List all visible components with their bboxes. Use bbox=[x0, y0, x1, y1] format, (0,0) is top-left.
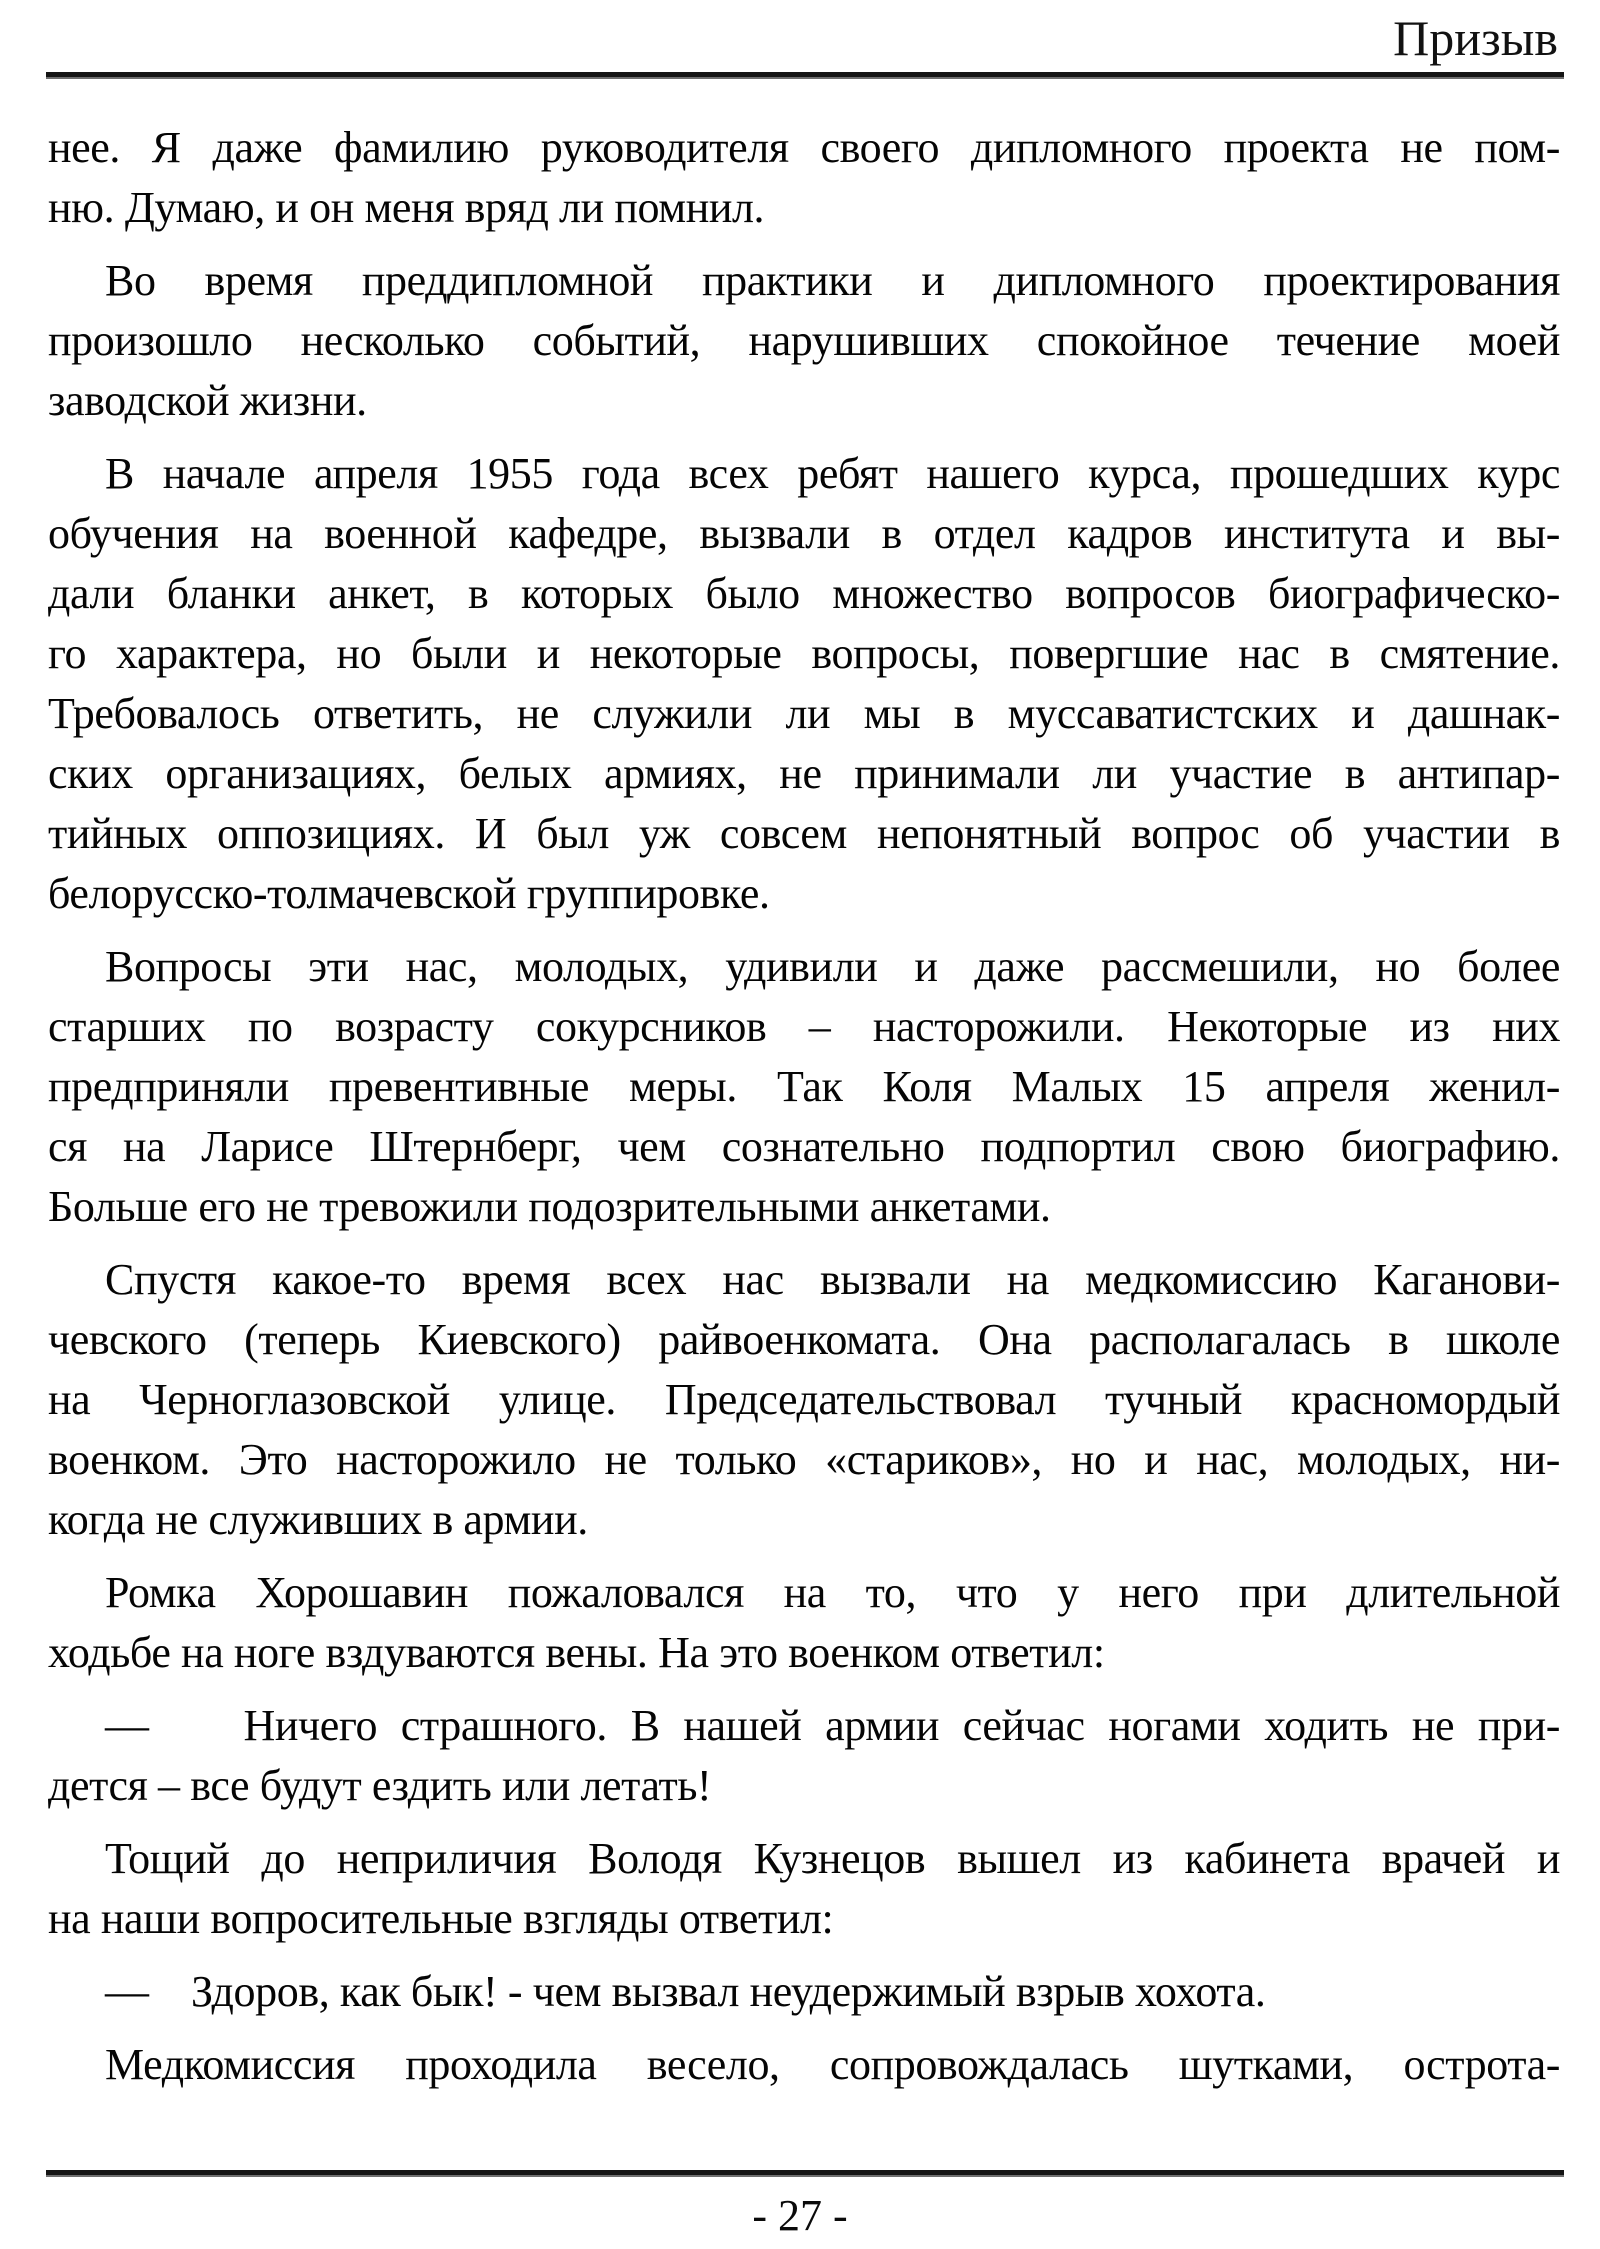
page-body bbox=[48, 118, 1560, 2108]
text-line: Требовалось ответить, не служили ли мы в муссаватистских и дашнак- bbox=[48, 689, 1560, 738]
text-line: ся на Ларисе Штернберг, чем сознательно подпортил свою биографию. bbox=[48, 1122, 1560, 1171]
text-line: заводской жизни. bbox=[48, 376, 367, 425]
text-line: на наши вопросительные взгляды ответил: bbox=[48, 1894, 834, 1943]
text-line: чевского (теперь Киевского) райвоенкомата. Она располагалась в школе bbox=[48, 1315, 1560, 1364]
text-line: произошло несколько событий, нарушивших спокойное течение моей bbox=[48, 316, 1560, 365]
text-line: — Здоров, как бык! - чем вызвал неудержимый взрыв хохота. bbox=[105, 1967, 1266, 2016]
paragraph bbox=[48, 1563, 1560, 1683]
paragraph bbox=[48, 118, 1560, 238]
text-line: ходьбе на ноге вздуваются вены. На это военком ответил: bbox=[48, 1628, 1105, 1677]
paragraph bbox=[48, 1696, 1560, 1816]
paragraph bbox=[48, 251, 1560, 431]
text-line: Вопросы эти нас, молодых, удивили и даже рассмешили, но более bbox=[105, 942, 1560, 991]
header-rule bbox=[46, 72, 1564, 79]
text-line: когда не служивших в армии. bbox=[48, 1495, 588, 1544]
text-line: обучения на военной кафедре, вызвали в отдел кадров института и вы- bbox=[48, 509, 1560, 558]
paragraph bbox=[48, 1829, 1560, 1949]
footer-rule bbox=[46, 2170, 1564, 2177]
text-line: Ромка Хорошавин пожаловался на то, что у него при длительной bbox=[105, 1568, 1560, 1617]
page-header-title: Призыв bbox=[1393, 10, 1558, 66]
text-line: старших по возрасту сокурсников – насторожили. Некоторые из них bbox=[48, 1002, 1560, 1051]
text-line: белорусско-толмачевской группировке. bbox=[48, 869, 770, 918]
text-line: дется – все будут ездить или летать! bbox=[48, 1761, 712, 1810]
page-number: - 27 - bbox=[752, 2191, 848, 2240]
text-line: тийных оппозициях. И был уж совсем непонятный вопрос об участии в bbox=[48, 809, 1560, 858]
paragraph bbox=[48, 444, 1560, 924]
text-line: Тощий до неприличия Володя Кузнецов вышел из кабинета врачей и bbox=[105, 1834, 1560, 1883]
text-line: Во время преддипломной практики и дипломного проектирования bbox=[105, 256, 1560, 305]
paragraph bbox=[48, 1250, 1560, 1550]
text-line: предприняли превентивные меры. Так Коля Малых 15 апреля женил- bbox=[48, 1062, 1560, 1111]
text-line: В начале апреля 1955 года всех ребят нашего курса, прошедших курс bbox=[105, 449, 1560, 498]
text-line: нее. Я даже фамилию руководителя своего дипломного проекта не пом- bbox=[48, 123, 1560, 172]
paragraph bbox=[48, 937, 1560, 1237]
paragraph bbox=[48, 1962, 1560, 2022]
text-line: военком. Это насторожило не только «стариков», но и нас, молодых, ни- bbox=[48, 1435, 1560, 1484]
text-line: — Ничего страшного. В нашей армии сейчас ногами ходить не при- bbox=[105, 1701, 1560, 1750]
text-line: ню. Думаю, и он меня вряд ли помнил. bbox=[48, 183, 765, 232]
text-line: Больше его не тревожили подозрительными анкетами. bbox=[48, 1182, 1051, 1231]
text-line: го характера, но были и некоторые вопросы, повергшие нас в смятение. bbox=[48, 629, 1560, 678]
text-line: дали бланки анкет, в которых было множество вопросов биографическо- bbox=[48, 569, 1560, 618]
text-line: на Черноглазовской улице. Председательствовал тучный красномордый bbox=[48, 1375, 1560, 1424]
text-line: Медкомиссия проходила весело, сопровождалась шутками, острота- bbox=[105, 2040, 1560, 2089]
paragraph bbox=[48, 2035, 1560, 2095]
text-line: Спустя какое-то время всех нас вызвали на медкомиссию Каганови- bbox=[105, 1255, 1560, 1304]
text-line: ских организациях, белых армиях, не принимали ли участие в антипар- bbox=[48, 749, 1560, 798]
